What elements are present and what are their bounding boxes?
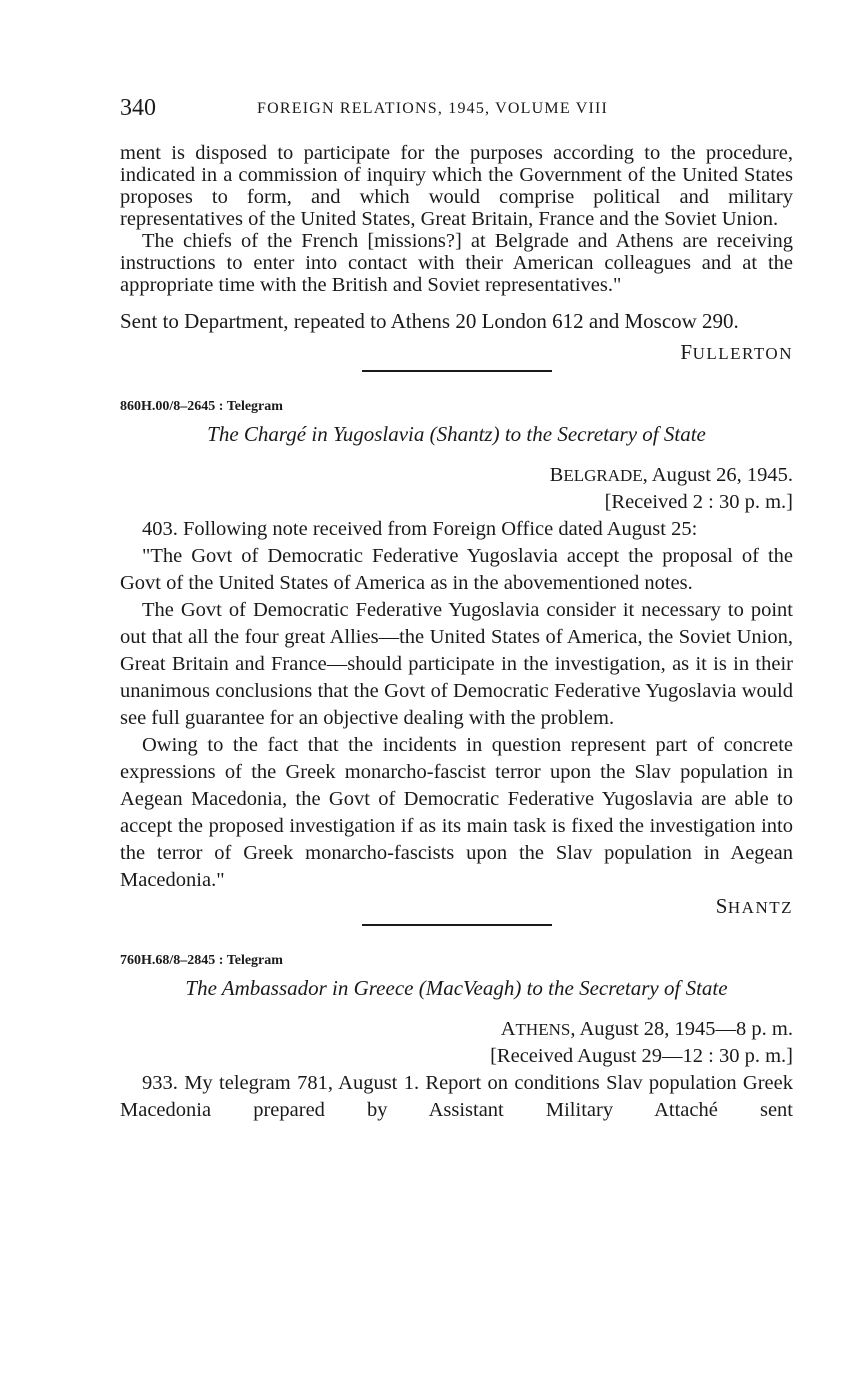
place-rest: THENS: [515, 1020, 571, 1039]
received-time: [Received 2 : 30 p. m.]: [604, 491, 793, 513]
signature-rest: ULLERTON: [692, 344, 793, 363]
section-divider: [362, 924, 552, 926]
place-rest: ELGRADE: [563, 466, 643, 485]
file-id: 760H.68/8–2845 : Telegram: [120, 953, 283, 968]
place-initial: B: [549, 464, 564, 486]
paragraph: ment is disposed to participate for the purposes according to the procedure, indicated in a commission of inquiry which the Government of the United States proposes to form, and which would comprise political and military representatives of the United States, Great Britain, France and the Soviet Union.: [120, 142, 793, 230]
received-time: [Received August 29—12 : 30 p. m.]: [490, 1045, 793, 1067]
place-initial: A: [500, 1018, 516, 1040]
signature-fullerton: [120, 340, 793, 366]
sent-note: Sent to Department, repeated to Athens 20 London 612 and Moscow 290.: [120, 309, 739, 333]
paragraph: "The Govt of Democratic Federative Yugoslavia accept the proposal of the Govt of the United States of America as in the abovementioned notes.: [120, 545, 793, 594]
section-divider: [362, 370, 552, 372]
page-content: [120, 92, 793, 1124]
telegram-shantz: [120, 398, 793, 926]
dateline: [120, 1016, 793, 1043]
dateline: [120, 462, 793, 489]
signature-initial: F: [680, 340, 693, 364]
date: , August 26, 1945.: [642, 464, 793, 486]
paragraph: 403. Following note received from Foreign Office dated August 25:: [142, 518, 698, 540]
page-header: [120, 92, 793, 132]
paragraph: The chiefs of the French [missions?] at Belgrade and Athens are receiving instructions to enter into contact with their American colleagues and at the appropriate time with the British and Soviet representatives.": [120, 230, 793, 296]
telegram-fullerton-continuation: [120, 142, 793, 372]
paragraph: 933. My telegram 781, August 1. Report on conditions Slav population Greek Macedonia prepared by Assistant Military Attaché sent: [120, 1072, 793, 1121]
signature-initial: S: [715, 894, 728, 918]
document-title: The Ambassador in Greece (MacVeagh) to the Secretary of State: [185, 976, 728, 1000]
file-id: 860H.00/8–2645 : Telegram: [120, 399, 283, 414]
signature-rest: HANTZ: [727, 898, 793, 917]
date: , August 28, 1945—8 p. m.: [570, 1018, 793, 1040]
paragraph: The Govt of Democratic Federative Yugoslavia consider it necessary to point out that all the four great Allies—the United States of America, the Soviet Union, Great Britain and France—should participate in the investigation, as it is in their unanimous conclusions that the Govt of Democratic Federative Yugoslavia would see full guarantee for an objective dealing with the problem.: [120, 599, 793, 729]
paragraph: Owing to the fact that the incidents in question represent part of concrete expressions of the Greek monarcho-fascist terror upon the Slav population in Aegean Macedonia, the Govt of Democratic Federative Yugoslavia are able to accept the proposed investigation if as its main task is fixed the investigation into the terror of Greek monarcho-fascists upon the Slav population in Aegean Macedonia.": [120, 734, 793, 891]
telegram-macveagh: [120, 952, 793, 1124]
running-head: FOREIGN RELATIONS, 1945, VOLUME VIII: [257, 100, 609, 117]
signature-shantz: [120, 894, 793, 920]
page-number: 340: [120, 95, 156, 121]
document-title: The Chargé in Yugoslavia (Shantz) to the Secretary of State: [207, 422, 706, 446]
